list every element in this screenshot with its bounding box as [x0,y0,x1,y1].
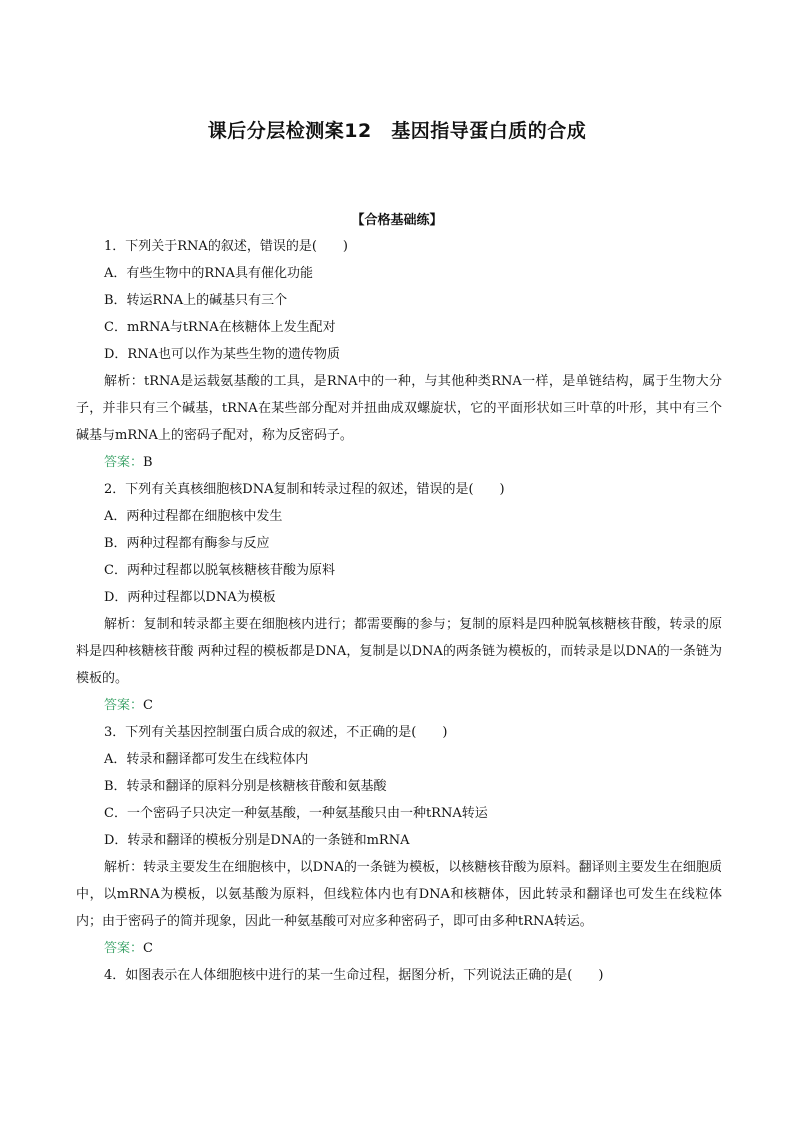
page-title: 课后分层检测案12 基因指导蛋白质的合成 [207,120,587,142]
option-a: A．有些生物中的RNA具有催化功能 [104,266,313,281]
answer [76,692,722,719]
option-b: B．转录和翻译的原料分别是核糖核苷酸和氨基酸 [104,779,387,794]
question-4 [76,962,722,989]
question-stem: 4．如图表示在人体细胞核中进行的某一生命过程，据图分析，下列说法正确的是( ) [104,968,604,983]
explanation: 解析：复制和转录都主要在细胞核内进行；都需要酶的参与；复制的原料是四种脱氧核糖核苷酸，转录的原料是四种核糖核苷酸 两种过程的模板都是DNA，复制是以DNA的两条链为模板的，而转录是以DNA的一条链为模板的。 [76,617,722,686]
answer-value: B [143,455,153,470]
question-3 [76,719,722,962]
option-c: C．一个密码子只决定一种氨基酸，一种氨基酸只由一种tRNA转运 [104,806,488,821]
answer-label: 答案： [104,698,144,713]
question-stem: 1．下列关于RNA的叙述，错误的是( ) [104,239,348,254]
question-stem: 2．下列有关真核细胞核DNA复制和转录过程的叙述，错误的是( ) [104,482,505,497]
answer-label: 答案： [104,941,144,956]
option-b: B．转运RNA上的碱基只有三个 [104,293,288,308]
question-2 [76,476,722,719]
explanation: 解析：转录主要发生在细胞核中，以DNA的一条链为模板，以核糖核苷酸为原料。翻译则主要发生在细胞质中，以mRNA为模板，以氨基酸为原料，但线粒体内也有DNA和核糖体，因此转录和翻译也可发生在线粒体内；由于密码子的简并现象，因此一种氨基酸可对应多种密码子，即可由多种tRNA转运。 [76,860,722,929]
option-d: D．RNA也可以作为某些生物的遗传物质 [104,347,340,362]
explanation: 解析：tRNA是运载氨基酸的工具，是RNA中的一种，与其他种类RNA一样，是单链结构，属于生物大分子，并非只有三个碱基，tRNA在某些部分配对并扭曲成双螺旋状，它的平面形状如三叶草的叶形，其中有三个碱基与mRNA上的密码子配对，称为反密码子。 [76,374,722,443]
option-d: D．转录和翻译的模板分别是DNA的一条链和mRNA [104,833,410,848]
question-list [76,233,722,989]
answer [76,935,722,962]
answer-label: 答案： [104,455,144,470]
answer-value: C [143,941,153,956]
answer-value: C [143,698,153,713]
option-c: C．两种过程都以脱氧核糖核苷酸为原料 [104,563,335,578]
option-c: C．mRNA与tRNA在核糖体上发生配对 [104,320,336,335]
option-b: B．两种过程都有酶参与反应 [104,536,270,551]
option-a: A．两种过程都在细胞核中发生 [104,509,283,524]
option-d: D．两种过程都以DNA为模板 [104,590,276,605]
question-stem: 3．下列有关基因控制蛋白质合成的叙述，不正确的是( ) [104,725,448,740]
section-title: 【合格基础练】 [351,213,443,228]
option-a: A．转录和翻译都可发生在线粒体内 [104,752,309,767]
answer [76,449,722,476]
question-1 [76,233,722,476]
